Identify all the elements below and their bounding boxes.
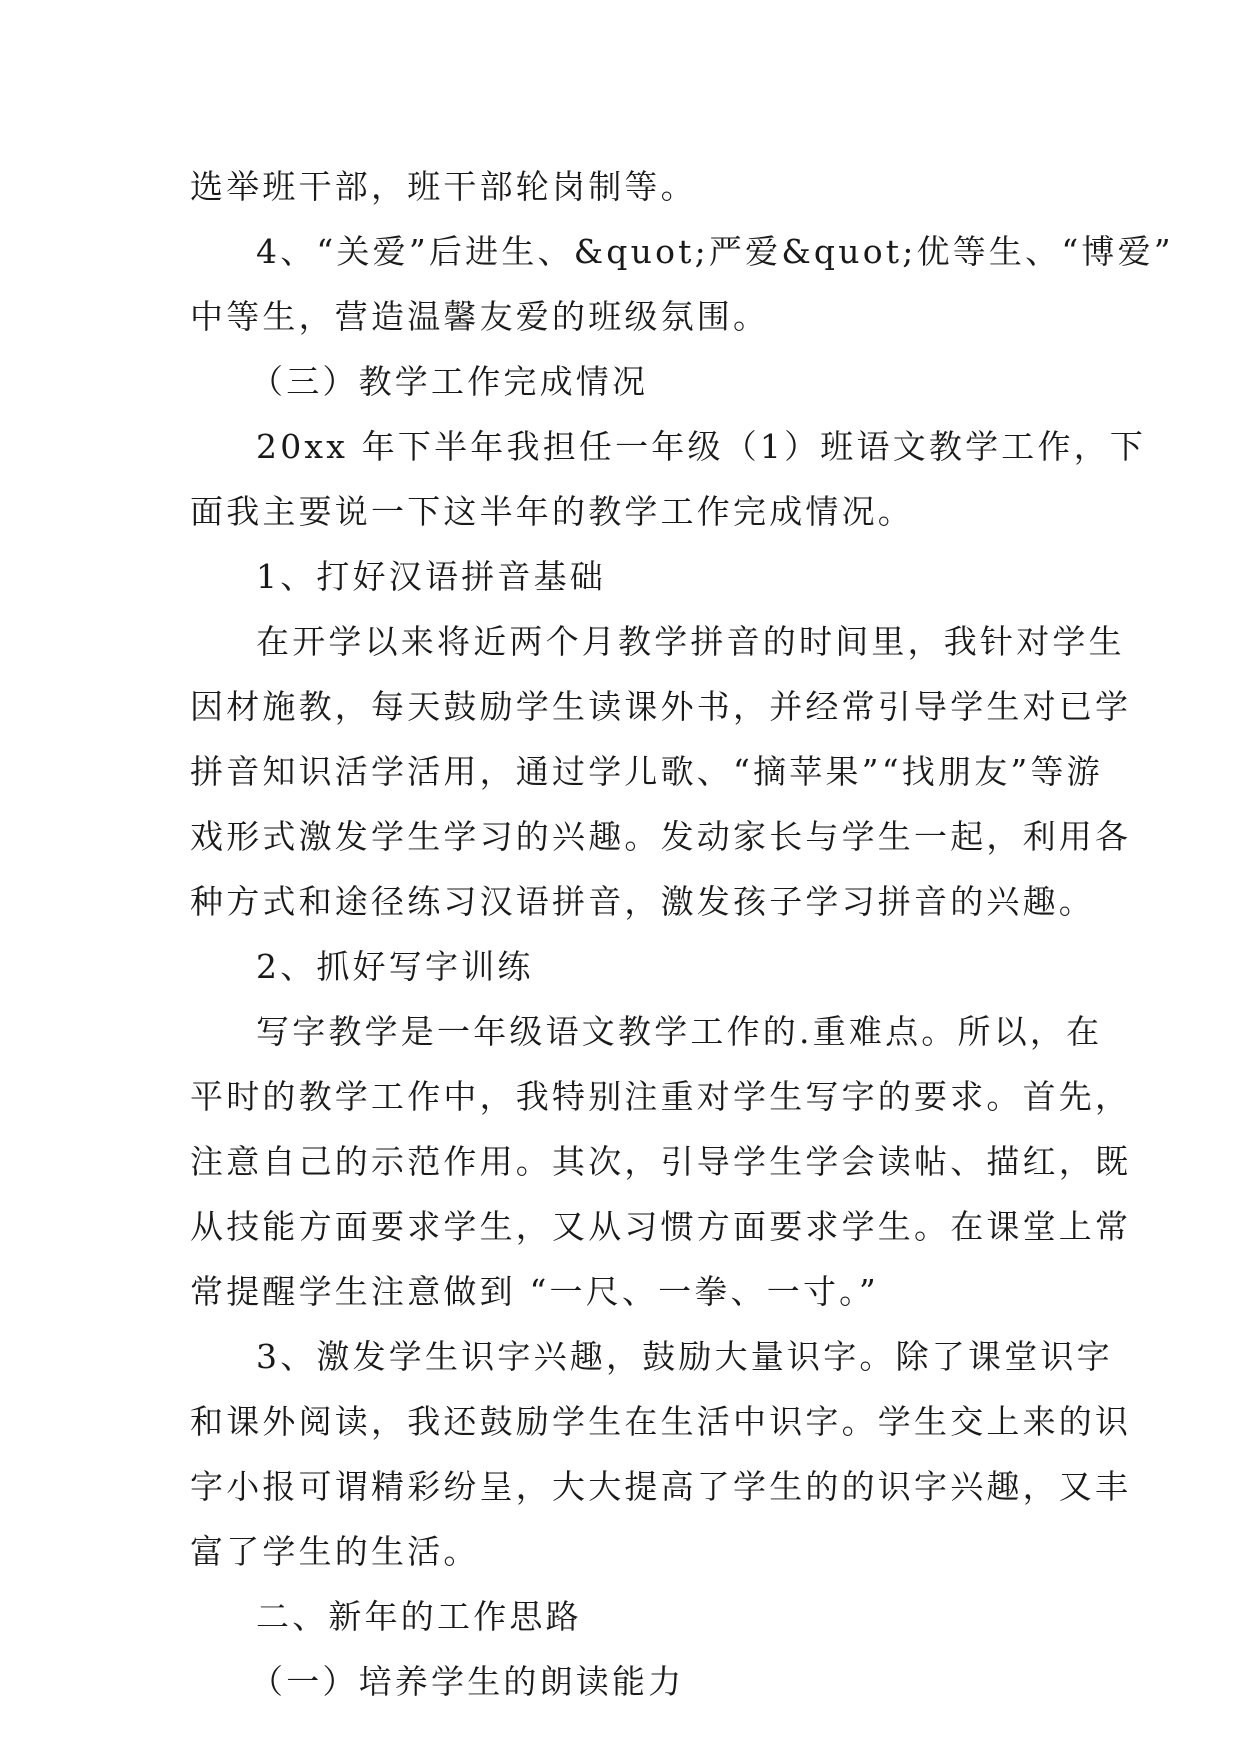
paragraph-line: 在开学以来将近两个月教学拼音的时间里，我针对学生 xyxy=(256,622,1125,661)
paragraph-line: 戏形式激发学生学习的兴趣。发动家长与学生一起，利用各 xyxy=(190,817,1132,856)
paragraph-line: 4、“关爱”后进生、&quot;严爱&quot;优等生、“博爱” xyxy=(256,232,1174,271)
paragraph-line: 注意自己的示范作用。其次，引导学生学会读帖、描红，既 xyxy=(190,1142,1132,1181)
paragraph-line: 中等生，营造温馨友爱的班级氛围。 xyxy=(190,297,770,336)
paragraph-line: 拼音知识活学活用，通过学儿歌、“摘苹果”“找朋友”等游 xyxy=(190,752,1103,791)
paragraph-line: 面我主要说一下这半年的教学工作完成情况。 xyxy=(190,492,914,531)
paragraph-line: 选举班干部，班干部轮岗制等。 xyxy=(190,167,697,206)
subheading: 1、打好汉语拼音基础 xyxy=(256,557,606,596)
section-heading: 二、新年的工作思路 xyxy=(256,1597,582,1636)
paragraph-line: 种方式和途径练习汉语拼音，激发孩子学习拼音的兴趣。 xyxy=(190,882,1095,921)
paragraph-line: 富了学生的生活。 xyxy=(190,1532,480,1571)
document-body xyxy=(190,154,1174,1714)
paragraph-line: 从技能方面要求学生，又从习惯方面要求学生。在课堂上常 xyxy=(190,1207,1132,1246)
section-heading: （三）教学工作完成情况 xyxy=(250,362,649,401)
paragraph-line: 因材施教，每天鼓励学生读课外书，并经常引导学生对已学 xyxy=(190,687,1132,726)
paragraph-line: 和课外阅读，我还鼓励学生在生活中识字。学生交上来的识 xyxy=(190,1402,1132,1441)
subheading: 2、抓好写字训练 xyxy=(256,947,534,986)
paragraph-line: 常提醒学生注意做到 “一尺、一拳、一寸。” xyxy=(190,1272,879,1311)
paragraph-line: 3、激发学生识字兴趣，鼓励大量识字。除了课堂识字 xyxy=(256,1337,1113,1376)
paragraph-line: 平时的教学工作中，我特别注重对学生写字的要求。首先， xyxy=(190,1077,1132,1116)
paragraph-line: 写字教学是一年级语文教学工作的.重难点。所以，在 xyxy=(256,1012,1103,1051)
paragraph-line: 20xx 年下半年我担任一年级（1）班语文教学工作，下 xyxy=(256,427,1147,466)
section-heading: （一）培养学生的朗读能力 xyxy=(250,1662,685,1701)
paragraph-line: 字小报可谓精彩纷呈，大大提高了学生的的识字兴趣，又丰 xyxy=(190,1467,1132,1506)
